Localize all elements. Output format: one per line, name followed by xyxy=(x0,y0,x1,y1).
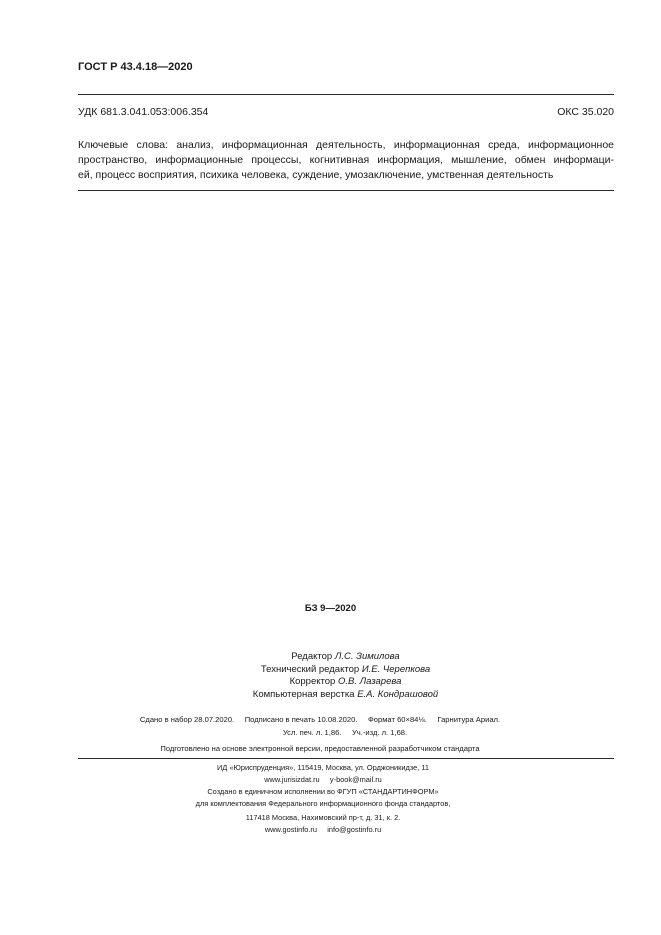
layout-role: Компьютерная верстка xyxy=(252,688,355,700)
standard-code: ГОСТ Р 43.4.18—2020 xyxy=(78,61,193,73)
layout-name: Е.А. Кондрашовой xyxy=(357,688,439,700)
editor-line xyxy=(0,651,661,664)
keywords-block xyxy=(78,138,614,183)
keywords-line: ей, процесс восприятия, психика человека, суждение, умозаключение, умственная деятельность xyxy=(78,169,554,181)
tech-editor-line xyxy=(0,664,661,677)
imprint-divider xyxy=(78,758,614,759)
publisher-line: для комплектования Федерального информационного фонда стандартов, xyxy=(195,799,451,808)
imprint-line: Подготовлено на основе электронной версии, предоставленной разработчиком стандарта xyxy=(160,744,480,753)
publisher-line: 117418 Москва, Нахимовский пр-т, д. 31, к. 2. xyxy=(245,813,401,822)
oks-code: ОКС 35.020 xyxy=(557,106,614,118)
publisher-line: Создано в единичном исполнении во ФГУП «СТАНДАРТИНФОРМ» xyxy=(207,787,439,796)
keywords-line: пространство, информационные процессы, когнитивная информация, мышление, обмен информаци- xyxy=(78,154,614,166)
keywords-line: Ключевые слова: анализ, информационная деятельность, информационная среда, информационное xyxy=(78,139,614,151)
tech-editor-name: И.Е. Черепкова xyxy=(361,663,431,675)
udk-code: УДК 681.3.041.053:006.354 xyxy=(78,106,209,118)
publisher-line: ИД «Юриспруденция», 115419, Москва, ул. Орджоникидзе, 11 xyxy=(216,763,430,772)
credits-block xyxy=(0,651,661,701)
proofreader-line xyxy=(0,676,661,689)
editor-role: Редактор xyxy=(291,651,333,662)
publisher-line: www.gostinfo.ru info@gostinfo.ru xyxy=(264,825,382,834)
tech-editor-role: Технический редактор xyxy=(260,663,360,675)
proofreader-name: О.В. Лазарева xyxy=(337,676,402,687)
keywords-divider xyxy=(78,190,614,191)
publisher-line: www.jurisizdat.ru y-book@mail.ru xyxy=(264,775,382,784)
header-divider xyxy=(78,94,614,95)
proofreader-role: Корректор xyxy=(289,676,336,687)
imprint-line: Усл. печ. л. 1,86. Уч.-изд. л. 1,68. xyxy=(282,728,408,737)
layout-line xyxy=(0,689,661,702)
imprint-line: Сдано в набор 28.07.2020. Подписано в печать 10.08.2020. Формат 60×84⅛. Гарнитура Ариал. xyxy=(139,715,501,724)
editor-name: Л.С. Зимилова xyxy=(334,651,400,662)
edition-number: БЗ 9—2020 xyxy=(304,603,357,614)
